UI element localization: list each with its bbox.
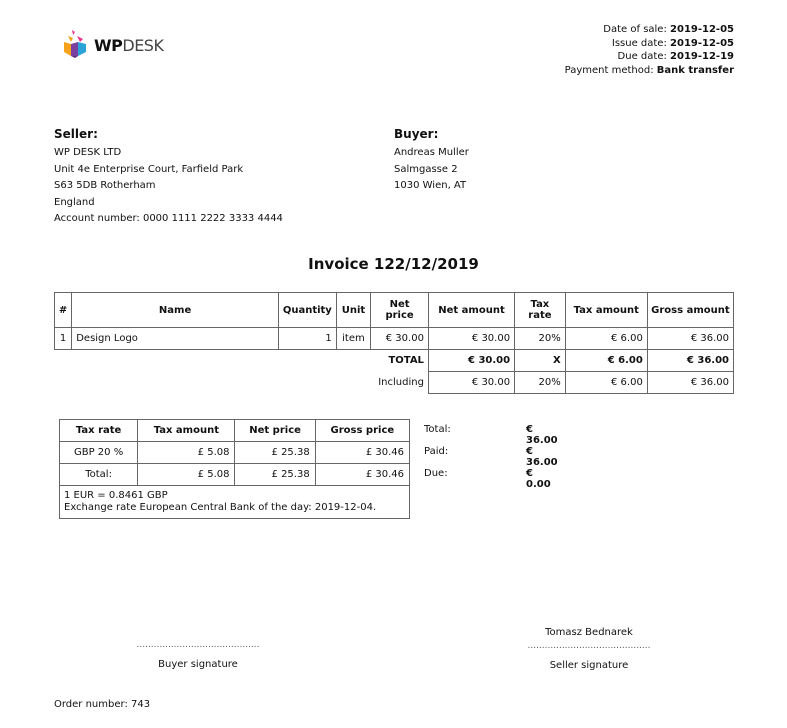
column-header: Tax rate [515, 293, 566, 328]
summary-total-value: € 36.00 [526, 424, 558, 446]
exchange-rate-note [60, 486, 410, 519]
wpdesk-logo-text: WPDESK [94, 36, 164, 55]
table-row [55, 328, 734, 350]
column-header: Name [72, 293, 279, 328]
total-label: TOTAL [388, 355, 424, 367]
buyer-signature-line: ........................................... [136, 640, 260, 650]
summary-paid-label: Paid: [424, 446, 449, 457]
column-header: Unit [336, 293, 370, 328]
seller-heading: Seller: [54, 127, 98, 141]
table-cell: GBP 20 % [60, 442, 138, 464]
total-net-amount: € 30.00 [428, 350, 514, 372]
buyer-line: 1030 Wien, AT [394, 180, 467, 192]
summary-paid-value: € 36.00 [526, 446, 558, 468]
buyer-line: Andreas Muller [394, 147, 469, 158]
table-cell: € 30.00 [371, 328, 429, 350]
buyer-block [394, 127, 469, 195]
tax-table [59, 419, 410, 519]
exchange-rate-source: Exchange rate European Central Bank of the day: 2019-12-04. [64, 502, 377, 513]
summary-due-value: € 0.00 [526, 468, 551, 490]
seller-line: England [54, 196, 95, 208]
seller-signature-name: Tomasz Bednarek [545, 627, 633, 638]
seller-line: Unit 4e Enterprise Court, Farfield Park [54, 163, 244, 175]
column-header: Tax amount [565, 293, 647, 328]
items-table [54, 292, 734, 394]
payment-method: Bank transfer [656, 64, 734, 76]
wpdesk-logo-icon [62, 28, 92, 60]
table-cell: £ 30.46 [315, 464, 409, 486]
including-tax-rate: 20% [515, 372, 566, 394]
table-row [60, 442, 410, 464]
order-number: Order number: 743 [54, 699, 151, 710]
column-header: Net amount [428, 293, 514, 328]
column-header: Gross price [315, 420, 409, 442]
column-header: Gross amount [647, 293, 733, 328]
table-cell: item [336, 328, 370, 350]
table-cell: £ 5.08 [138, 464, 235, 486]
seller-block [54, 127, 283, 228]
including-gross-amount: € 36.00 [647, 372, 733, 394]
total-row [55, 350, 734, 372]
issue-date: 2019-12-05 [670, 37, 734, 49]
items-header-row [55, 293, 734, 328]
table-cell: Design Logo [72, 328, 279, 350]
invoice-dates: Date of sale: 2019-12-05 Issue date: 2019-12-05 Due date: 2019-12-19 Payment method: Bank transfer [564, 24, 734, 76]
including-label: Including [378, 377, 424, 388]
seller-signature-label: Seller signature [549, 660, 629, 671]
table-cell: € 36.00 [647, 328, 733, 350]
including-tax-amount: € 6.00 [565, 372, 647, 394]
seller-line: Account number: 0000 1111 2222 3333 4444 [54, 213, 283, 225]
table-cell: 1 [55, 328, 72, 350]
buyer-heading: Buyer: [394, 127, 439, 141]
buyer-signature-label: Buyer signature [158, 659, 238, 670]
seller-signature-block [489, 627, 689, 671]
column-header: Net price [371, 293, 429, 328]
column-header: Tax rate [60, 420, 138, 442]
table-cell: 1 [278, 328, 336, 350]
total-tax-amount: € 6.00 [565, 350, 647, 372]
total-gross-amount: € 36.00 [647, 350, 733, 372]
due-date: 2019-12-19 [670, 51, 734, 62]
total-tax-rate: X [515, 350, 566, 372]
column-header: Quantity [278, 293, 336, 328]
column-header: Net price [235, 420, 315, 442]
summary-total-label: Total: [424, 424, 451, 435]
table-row [60, 464, 410, 486]
date-of-sale: 2019-12-05 [670, 24, 734, 35]
table-cell: 20% [515, 328, 566, 350]
table-cell: £ 5.08 [138, 442, 235, 464]
invoice-title: Invoice 122/12/2019 [308, 255, 479, 273]
table-cell: € 6.00 [565, 328, 647, 350]
table-cell: £ 25.38 [235, 442, 315, 464]
summary-due-label: Due: [424, 468, 448, 479]
table-cell: £ 30.46 [315, 442, 409, 464]
table-cell: £ 25.38 [235, 464, 315, 486]
exchange-rate-note-row [60, 486, 410, 519]
table-cell: € 30.00 [428, 328, 514, 350]
wpdesk-logo [62, 28, 192, 64]
including-net-amount: € 30.00 [428, 372, 514, 394]
seller-signature-line: ........................................... [527, 641, 651, 651]
tax-header-row [60, 420, 410, 442]
including-row [55, 372, 734, 394]
seller-line: S63 5DB Rotherham [54, 180, 156, 192]
seller-line: WP DESK LTD [54, 147, 122, 158]
buyer-signature-block [98, 640, 298, 670]
buyer-line: Salmgasse 2 [394, 163, 458, 175]
exchange-rate-line: 1 EUR = 0.8461 GBP [64, 490, 168, 501]
column-header: Tax amount [138, 420, 235, 442]
table-cell: Total: [60, 464, 138, 486]
column-header: # [55, 293, 72, 328]
